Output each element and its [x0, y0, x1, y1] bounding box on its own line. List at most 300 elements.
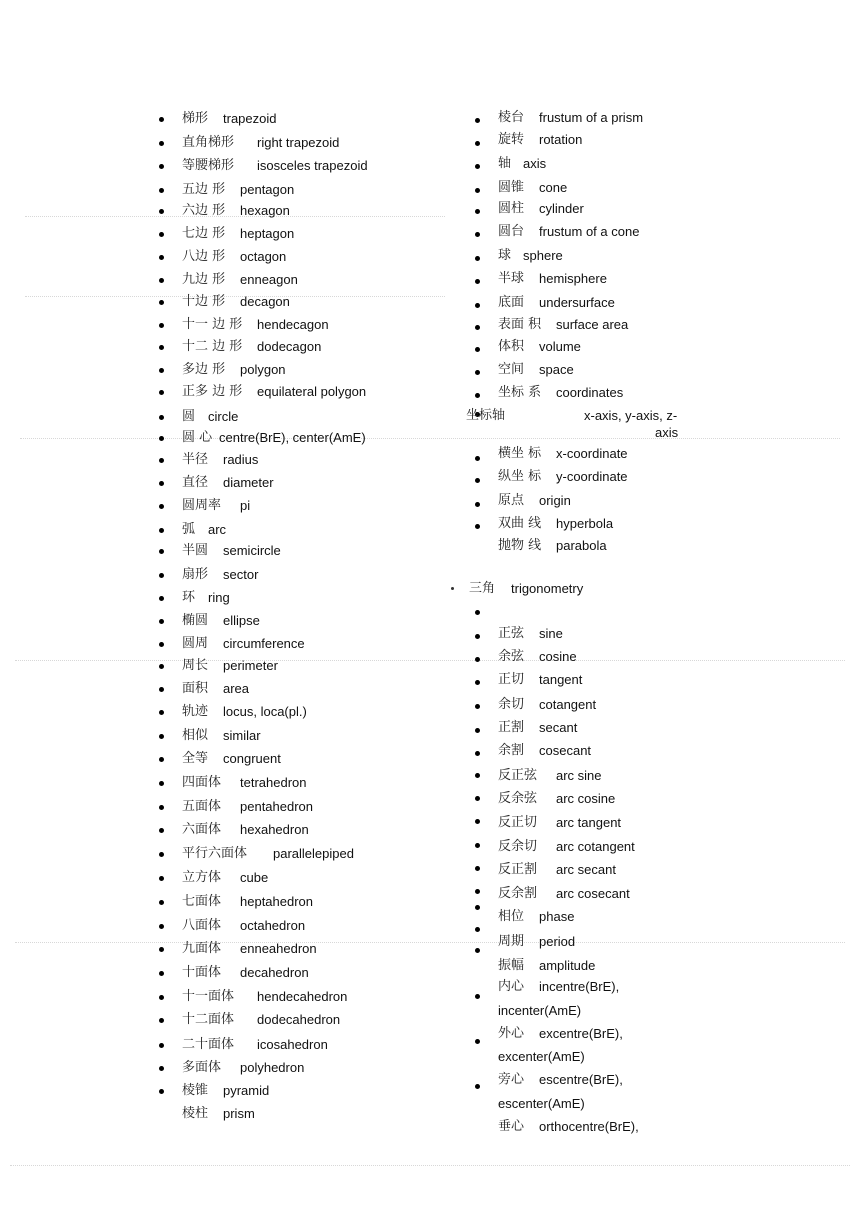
term-en: secant	[539, 720, 578, 735]
list-item	[182, 1060, 305, 1076]
term-en: prism	[223, 1106, 255, 1121]
list-item	[182, 846, 354, 862]
term-en: escentre(BrE),	[539, 1072, 623, 1087]
term-en: enneahedron	[240, 941, 317, 956]
term-zh: 十一面体	[182, 989, 235, 1004]
list-item	[498, 180, 568, 196]
dotted-rule	[15, 942, 845, 943]
term-en: radius	[223, 452, 259, 467]
term-en: hexagon	[240, 203, 290, 218]
list-item	[498, 538, 607, 554]
term-zh: 空间	[498, 362, 525, 377]
term-en: icosahedron	[257, 1037, 328, 1052]
list-bullet	[475, 948, 480, 953]
list-item	[182, 989, 348, 1005]
list-bullet	[475, 118, 480, 123]
term-en: heptahedron	[240, 894, 314, 909]
list-item	[182, 294, 290, 310]
term-en: origin	[539, 493, 571, 508]
term-zh: 半径	[182, 452, 209, 467]
term-en: diameter	[223, 475, 274, 490]
list-item	[182, 226, 295, 242]
term-en: trapezoid	[223, 111, 277, 126]
list-bullet	[159, 549, 164, 554]
term-zh: 底面	[498, 295, 525, 310]
list-bullet	[159, 504, 164, 509]
list-item	[182, 249, 287, 265]
list-item	[498, 768, 602, 784]
term-zh: 半球	[498, 271, 525, 286]
term-zh: 七边 形	[182, 226, 226, 241]
dotted-rule	[20, 438, 840, 439]
list-item	[498, 672, 583, 688]
term-en-line: excenter(AmE)	[498, 1049, 585, 1064]
list-item	[182, 543, 281, 559]
list-bullet	[159, 995, 164, 1000]
term-zh: 正切	[498, 672, 525, 687]
list-item	[182, 1106, 255, 1122]
list-item	[182, 751, 281, 767]
term-zh: 圆台	[498, 224, 525, 239]
list-bullet	[159, 1043, 164, 1048]
list-item	[498, 295, 615, 311]
term-zh: 棱台	[498, 110, 525, 125]
term-en: cosine	[539, 649, 577, 664]
term-zh: 余割	[498, 743, 525, 758]
list-item	[498, 362, 574, 378]
term-zh: 反余切	[498, 839, 538, 854]
term-en: centre(BrE), center(AmE)	[219, 430, 366, 445]
list-item	[498, 958, 596, 974]
list-bullet	[475, 704, 480, 709]
term-en: arc secant	[556, 862, 616, 877]
term-zh: 十一 边 形	[182, 317, 243, 332]
list-item	[182, 182, 295, 198]
term-en: dodecagon	[257, 339, 322, 354]
list-bullet	[159, 734, 164, 739]
term-zh: 反正弦	[498, 768, 538, 783]
list-item	[182, 704, 307, 720]
list-item	[182, 203, 290, 219]
term-zh: 圆 心	[182, 430, 213, 445]
term-en: surface area	[556, 317, 629, 332]
list-bullet	[159, 528, 164, 533]
list-bullet	[475, 188, 480, 193]
term-zh: 等腰梯形	[182, 158, 235, 173]
list-item	[498, 317, 629, 333]
term-en: cone	[539, 180, 568, 195]
term-zh: 正多 边 形	[182, 384, 243, 399]
term-zh: 轴	[498, 156, 512, 171]
term-zh: 十二面体	[182, 1012, 235, 1027]
list-item	[182, 636, 305, 652]
list-bullet	[475, 256, 480, 261]
term-zh: 扇形	[182, 567, 209, 582]
term-zh: 抛物 线	[498, 538, 542, 553]
list-bullet	[159, 209, 164, 214]
term-en: arc cosine	[556, 791, 616, 806]
list-item	[182, 965, 309, 981]
term-en: phase	[539, 909, 575, 924]
term-en: right trapezoid	[257, 135, 340, 150]
list-item	[182, 409, 239, 425]
list-item	[182, 822, 309, 838]
term-en: volume	[539, 339, 581, 354]
term-zh: 梯形	[182, 111, 209, 126]
list-bullet	[159, 436, 164, 441]
term-en: coordinates	[556, 385, 624, 400]
list-item	[498, 493, 571, 509]
list-bullet	[159, 1018, 164, 1023]
term-en: octahedron	[240, 918, 306, 933]
term-zh: 余切	[498, 697, 525, 712]
term-en: similar	[223, 728, 261, 743]
list-item	[182, 567, 259, 583]
term-en: arc cosecant	[556, 886, 630, 901]
list-bullet	[475, 1039, 480, 1044]
term-zh: 十二 边 形	[182, 339, 243, 354]
list-bullet	[159, 117, 164, 122]
list-bullet	[159, 481, 164, 486]
term-en: excentre(BrE),	[539, 1026, 623, 1041]
term-zh: 圆周	[182, 636, 209, 651]
term-zh: 原点	[498, 493, 525, 508]
list-item	[182, 613, 260, 629]
list-bullet	[475, 680, 480, 685]
term-zh: 旋转	[498, 132, 525, 147]
term-en: circumference	[223, 636, 305, 651]
term-en: frustum of a cone	[539, 224, 640, 239]
list-bullet	[159, 687, 164, 692]
list-item	[498, 201, 584, 217]
list-item	[498, 1026, 623, 1042]
term-en: locus, loca(pl.)	[223, 704, 307, 719]
term-en: heptagon	[240, 226, 295, 241]
term-en: axis	[523, 156, 547, 171]
term-zh: 正弦	[498, 626, 525, 641]
term-en: isosceles trapezoid	[257, 158, 368, 173]
list-bullet	[475, 843, 480, 848]
term-zh: 弧	[182, 522, 196, 537]
term-zh: 平行六面体	[182, 846, 248, 861]
list-bullet	[475, 773, 480, 778]
list-bullet	[159, 323, 164, 328]
list-bullet	[159, 947, 164, 952]
term-en: pi	[240, 498, 251, 513]
list-bullet	[475, 657, 480, 662]
term-zh: 六边 形	[182, 203, 226, 218]
list-item	[182, 799, 314, 815]
list-item	[182, 941, 317, 957]
list-bullet	[475, 610, 480, 615]
term-zh: 六面体	[182, 822, 222, 837]
term-zh: 旁心	[498, 1072, 525, 1087]
term-en: tetrahedron	[240, 775, 307, 790]
list-bullet	[159, 573, 164, 578]
term-en: arc	[208, 522, 227, 537]
term-en: circle	[208, 409, 239, 424]
term-zh: 直角梯形	[182, 135, 235, 150]
term-zh: 反余割	[498, 886, 538, 901]
list-bullet	[159, 852, 164, 857]
term-zh: 九面体	[182, 941, 222, 956]
term-zh: 坐标轴	[466, 408, 506, 423]
list-bullet	[475, 325, 480, 330]
term-zh: 坐标 系	[498, 385, 542, 400]
list-item	[498, 469, 628, 485]
term-zh: 面积	[182, 681, 209, 696]
term-zh: 四面体	[182, 775, 222, 790]
term-zh: 棱柱	[182, 1106, 209, 1121]
term-en: perimeter	[223, 658, 278, 673]
term-en: period	[539, 934, 576, 949]
term-en: polygon	[240, 362, 286, 377]
list-item	[182, 681, 250, 697]
list-item	[182, 384, 367, 400]
list-item	[466, 408, 505, 424]
term-en: semicircle	[223, 543, 281, 558]
term-en: orthocentre(BrE),	[539, 1119, 639, 1134]
list-item	[498, 934, 576, 950]
list-bullet	[159, 900, 164, 905]
list-item	[182, 870, 269, 886]
term-en: cosecant	[539, 743, 592, 758]
list-bullet	[159, 345, 164, 350]
list-item	[498, 649, 577, 665]
list-item	[498, 271, 607, 287]
list-bullet	[475, 232, 480, 237]
term-en: x-coordinate	[556, 446, 628, 461]
term-en: hendecagon	[257, 317, 329, 332]
term-zh: 反余弦	[498, 791, 538, 806]
list-item	[182, 475, 274, 491]
list-bullet	[159, 188, 164, 193]
list-item	[498, 224, 640, 240]
term-en: rotation	[539, 132, 583, 147]
list-bullet	[475, 393, 480, 398]
list-bullet	[159, 300, 164, 305]
term-zh: 环	[182, 590, 196, 605]
list-item	[498, 248, 563, 264]
term-en-line: x-axis, y-axis, z-	[584, 408, 678, 423]
list-bullet	[159, 1066, 164, 1071]
list-bullet	[475, 141, 480, 146]
term-en: pentagon	[240, 182, 295, 197]
term-zh: 棱锥	[182, 1083, 209, 1098]
list-item	[498, 446, 628, 462]
list-bullet	[475, 279, 480, 284]
term-en: y-coordinate	[556, 469, 628, 484]
list-item	[498, 791, 616, 807]
term-en: incentre(BrE),	[539, 979, 620, 994]
list-bullet	[159, 924, 164, 929]
list-bullet	[475, 889, 480, 894]
list-bullet	[475, 347, 480, 352]
list-item	[182, 522, 227, 538]
list-item	[182, 452, 259, 468]
list-bullet	[159, 1089, 164, 1094]
term-zh: 相似	[182, 728, 209, 743]
list-bullet	[159, 876, 164, 881]
dotted-rule	[10, 1165, 850, 1166]
list-bullet	[159, 710, 164, 715]
term-en: ring	[208, 590, 230, 605]
term-zh: 圆周率	[182, 498, 222, 513]
list-item	[182, 894, 314, 910]
list-bullet	[159, 596, 164, 601]
list-item	[498, 839, 635, 855]
list-bullet	[159, 664, 164, 669]
term-en: amplitude	[539, 958, 596, 973]
list-item	[498, 1119, 639, 1135]
list-item	[498, 743, 592, 759]
term-en: pentahedron	[240, 799, 314, 814]
term-en: parabola	[556, 538, 607, 553]
list-bullet	[159, 781, 164, 786]
term-en: dodecahedron	[257, 1012, 341, 1027]
term-en-line: incenter(AmE)	[498, 1003, 582, 1018]
list-bullet	[475, 502, 480, 507]
term-zh: 反正割	[498, 862, 538, 877]
term-en: polyhedron	[240, 1060, 305, 1075]
list-bullet	[475, 751, 480, 756]
list-item	[182, 362, 286, 378]
list-bullet	[475, 478, 480, 483]
term-en-line: escenter(AmE)	[498, 1096, 585, 1111]
list-item	[182, 339, 322, 355]
list-bullet	[159, 971, 164, 976]
list-bullet	[475, 728, 480, 733]
list-bullet	[475, 905, 480, 910]
term-en: cube	[240, 870, 269, 885]
list-bullet	[159, 642, 164, 647]
term-zh: 反正切	[498, 815, 538, 830]
list-bullet	[475, 994, 480, 999]
list-bullet	[475, 819, 480, 824]
list-bullet	[159, 619, 164, 624]
term-en: hemisphere	[539, 271, 607, 286]
dotted-rule	[15, 660, 845, 661]
list-item	[498, 110, 644, 126]
list-item	[498, 909, 575, 925]
term-en: decahedron	[240, 965, 309, 980]
list-bullet	[159, 141, 164, 146]
list-item	[182, 158, 368, 174]
list-bullet	[475, 866, 480, 871]
term-en: undersurface	[539, 295, 615, 310]
list-item	[182, 317, 329, 333]
term-zh: 二十面体	[182, 1037, 235, 1052]
term-en: frustum of a prism	[539, 110, 644, 125]
list-bullet	[475, 370, 480, 375]
term-zh: 周期	[498, 934, 525, 949]
list-item	[182, 272, 298, 288]
term-zh: 八面体	[182, 918, 222, 933]
list-item	[182, 430, 366, 446]
term-zh: 全等	[182, 751, 209, 766]
term-en: octagon	[240, 249, 287, 264]
term-zh: 九边 形	[182, 272, 226, 287]
list-item	[182, 590, 230, 606]
term-en-line: axis	[655, 425, 679, 440]
term-en: hyperbola	[556, 516, 614, 531]
term-en: equilateral polygon	[257, 384, 367, 399]
list-item	[498, 385, 624, 401]
term-en: trigonometry	[511, 581, 584, 596]
list-item	[498, 979, 620, 995]
term-en: arc sine	[556, 768, 602, 783]
list-bullet	[159, 458, 164, 463]
term-en: decagon	[240, 294, 290, 309]
list-bullet	[159, 368, 164, 373]
list-bullet	[159, 757, 164, 762]
term-zh: 圆	[182, 409, 196, 424]
term-zh: 直径	[182, 475, 209, 490]
list-item	[498, 1072, 623, 1088]
term-zh: 周长	[182, 658, 209, 673]
term-en: cylinder	[539, 201, 584, 216]
term-zh: 球	[498, 248, 512, 263]
term-en: area	[223, 681, 250, 696]
term-en: pyramid	[223, 1083, 270, 1098]
term-zh: 多边 形	[182, 362, 226, 377]
section-heading	[469, 581, 584, 597]
list-bullet	[159, 232, 164, 237]
list-item	[182, 658, 278, 674]
list-item	[498, 156, 547, 172]
term-en: arc cotangent	[556, 839, 635, 854]
term-zh: 横坐 标	[498, 446, 542, 461]
list-bullet	[159, 255, 164, 260]
list-item	[182, 918, 306, 934]
term-zh: 纵坐 标	[498, 469, 542, 484]
list-bullet	[475, 634, 480, 639]
term-zh: 十面体	[182, 965, 222, 980]
term-en: sine	[539, 626, 563, 641]
term-zh: 八边 形	[182, 249, 226, 264]
list-item	[182, 111, 277, 127]
term-en: hendecahedron	[257, 989, 348, 1004]
list-bullet	[475, 456, 480, 461]
list-item	[498, 132, 583, 148]
term-zh: 五边 形	[182, 182, 226, 197]
section-bullet	[451, 587, 454, 590]
term-en: ellipse	[223, 613, 260, 628]
term-zh: 多面体	[182, 1060, 222, 1075]
term-zh: 垂心	[498, 1119, 525, 1134]
term-zh: 体积	[498, 339, 525, 354]
list-bullet	[475, 524, 480, 529]
term-en: enneagon	[240, 272, 298, 287]
list-bullet	[159, 828, 164, 833]
list-bullet	[159, 278, 164, 283]
term-zh: 圆锥	[498, 180, 525, 195]
term-zh: 相位	[498, 909, 525, 924]
list-item	[498, 815, 622, 831]
term-zh: 半圆	[182, 543, 209, 558]
list-item	[182, 775, 307, 791]
list-bullet	[475, 303, 480, 308]
term-zh: 圆柱	[498, 201, 525, 216]
term-en: parallelepiped	[273, 846, 354, 861]
list-item	[182, 1037, 328, 1053]
term-zh: 十边 形	[182, 294, 226, 309]
term-zh: 表面 积	[498, 317, 542, 332]
list-bullet	[159, 164, 164, 169]
dotted-rule	[25, 216, 445, 217]
term-zh: 正割	[498, 720, 525, 735]
list-item	[498, 626, 563, 642]
